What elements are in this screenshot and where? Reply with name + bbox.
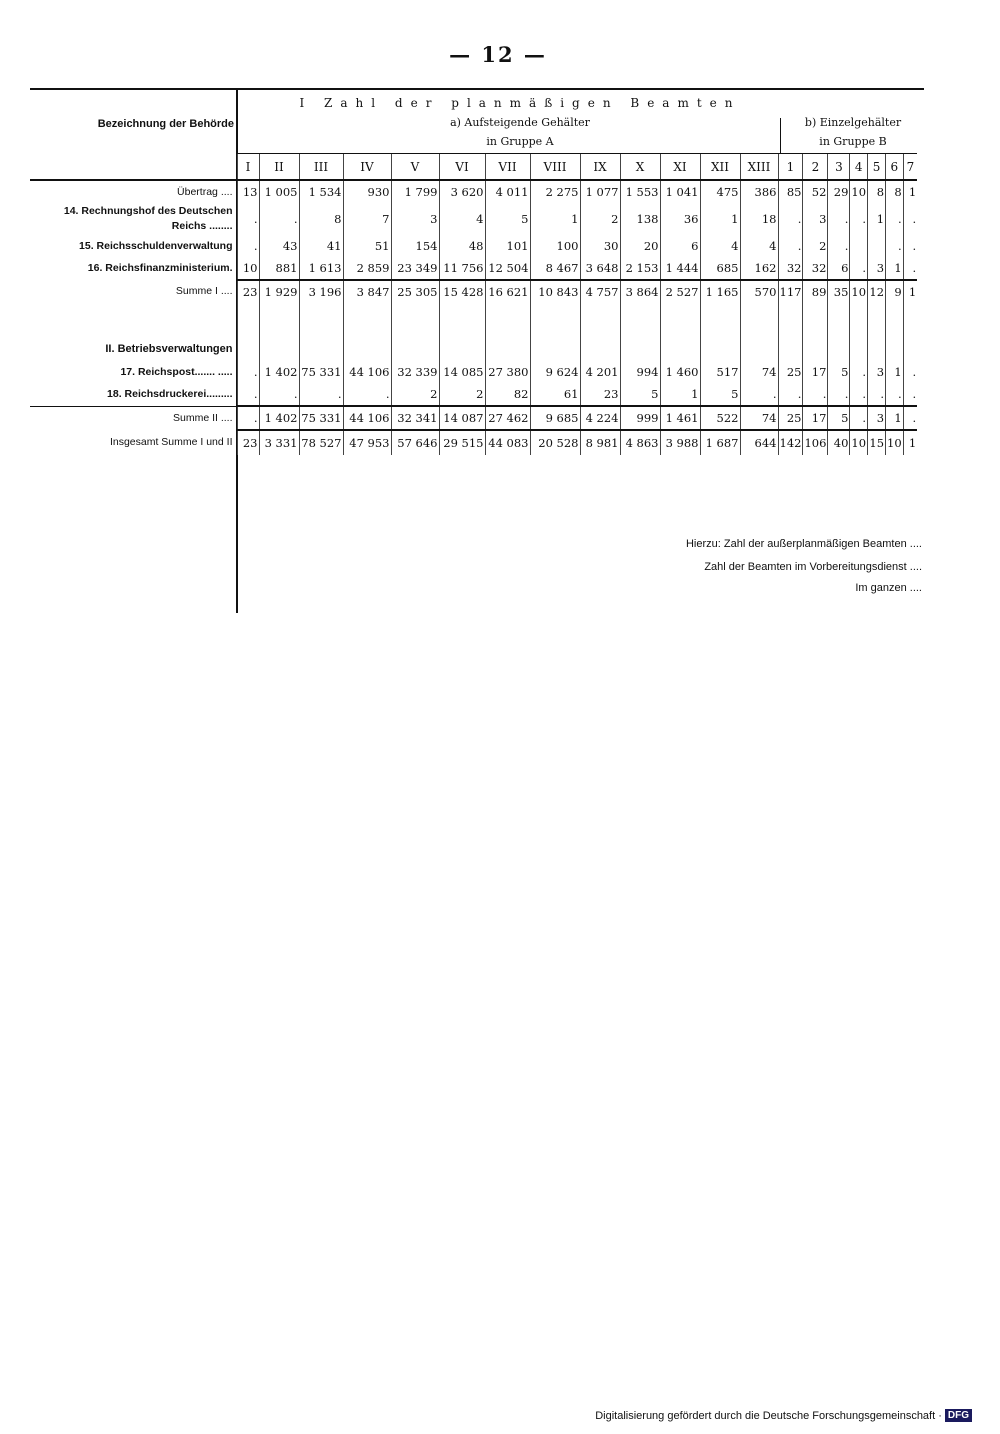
cell: 1 687	[700, 430, 740, 455]
cell: 930	[343, 180, 391, 203]
cell	[778, 303, 803, 337]
cell	[620, 337, 660, 361]
cell: 17	[803, 406, 828, 430]
note-vorbereitungsdienst: Zahl der Beamten im Vorbereitungsdienst ....	[704, 561, 922, 573]
row-label: 16. Reichsfinanzministerium.	[87, 262, 233, 274]
cell: .	[903, 406, 917, 430]
cell: 1	[660, 383, 700, 406]
cell: 4	[439, 203, 485, 235]
data-grid	[30, 153, 917, 455]
sum-row	[30, 280, 917, 303]
cell	[868, 303, 886, 337]
cell: .	[903, 257, 917, 280]
cell	[868, 235, 886, 257]
cell: .	[237, 361, 259, 383]
cell: 5	[485, 203, 530, 235]
cell: 29	[828, 180, 850, 203]
cell: 1	[903, 430, 917, 455]
cell: 138	[620, 203, 660, 235]
column-header-row	[30, 154, 917, 181]
cell	[580, 303, 620, 337]
cell	[850, 235, 868, 257]
cell: 9	[886, 280, 904, 303]
cell: 5	[828, 406, 850, 430]
cell: 142	[778, 430, 803, 455]
cell	[439, 337, 485, 361]
cell: 7	[343, 203, 391, 235]
column-header: 6	[886, 154, 904, 181]
cell: 48	[439, 235, 485, 257]
column-header: V	[391, 154, 439, 181]
cell: 8 981	[580, 430, 620, 455]
cell	[700, 337, 740, 361]
cell: 3	[868, 257, 886, 280]
cell: 6	[828, 257, 850, 280]
cell: 4	[740, 235, 778, 257]
cell: 57 646	[391, 430, 439, 455]
cell: 1 165	[700, 280, 740, 303]
cell: 106	[803, 430, 828, 455]
cell: .	[828, 383, 850, 406]
cell: 644	[740, 430, 778, 455]
cell: 32 339	[391, 361, 439, 383]
column-header: VI	[439, 154, 485, 181]
cell: 9 685	[530, 406, 580, 430]
cell: 5	[620, 383, 660, 406]
cell: 52	[803, 180, 828, 203]
cell: .	[778, 203, 803, 235]
column-header: 1	[778, 154, 803, 181]
cell	[828, 303, 850, 337]
cell: 44 083	[485, 430, 530, 455]
row-label: 14. Rechnungshof des Deutschen Reichs ........	[63, 205, 233, 232]
table-row	[30, 361, 917, 383]
column-header: 7	[903, 154, 917, 181]
cell: .	[299, 383, 343, 406]
cell: 162	[740, 257, 778, 280]
cell: 1 041	[660, 180, 700, 203]
cell: .	[868, 383, 886, 406]
cell: .	[886, 383, 904, 406]
table-row	[30, 235, 917, 257]
cell: 32	[803, 257, 828, 280]
cell	[391, 303, 439, 337]
cell	[299, 337, 343, 361]
cell: 685	[700, 257, 740, 280]
cell: 3	[803, 203, 828, 235]
cell: 29 515	[439, 430, 485, 455]
cell: 5	[700, 383, 740, 406]
dfg-logo: DFG	[945, 1409, 972, 1422]
cell: 32	[778, 257, 803, 280]
cell: 61	[530, 383, 580, 406]
cell: 4 201	[580, 361, 620, 383]
cell: 1	[868, 203, 886, 235]
cell: 1 005	[259, 180, 299, 203]
cell: 23	[580, 383, 620, 406]
table-row	[30, 383, 917, 406]
cell: 41	[299, 235, 343, 257]
cell: 3 620	[439, 180, 485, 203]
cell: .	[237, 406, 259, 430]
cell: 12	[868, 280, 886, 303]
cell: 44 106	[343, 406, 391, 430]
cell: 1 613	[299, 257, 343, 280]
cell	[850, 303, 868, 337]
column-header: IX	[580, 154, 620, 181]
cell: 82	[485, 383, 530, 406]
cell: 1 460	[660, 361, 700, 383]
cell	[391, 337, 439, 361]
cell: 25	[778, 361, 803, 383]
cell: 475	[700, 180, 740, 203]
cell: 75 331	[299, 406, 343, 430]
cell: 36	[660, 203, 700, 235]
cell: 1	[886, 361, 904, 383]
cell: 4 011	[485, 180, 530, 203]
cell	[850, 337, 868, 361]
cell: 23 349	[391, 257, 439, 280]
row-label	[30, 303, 237, 337]
subheader-b: b) Einzelgehälter	[804, 116, 902, 129]
cell: 2	[391, 383, 439, 406]
cell: .	[886, 203, 904, 235]
note-im-ganzen: Im ganzen ....	[855, 582, 922, 594]
cell: 517	[700, 361, 740, 383]
cell: 1	[903, 280, 917, 303]
table-main-title: I Zahl der planmäßigen Beamten	[299, 96, 741, 110]
cell: 8	[299, 203, 343, 235]
cell: 12 504	[485, 257, 530, 280]
cell: 15 428	[439, 280, 485, 303]
cell: 1	[886, 406, 904, 430]
cell: 8	[868, 180, 886, 203]
cell	[903, 303, 917, 337]
cell: 11 756	[439, 257, 485, 280]
cell: 78 527	[299, 430, 343, 455]
cell	[803, 337, 828, 361]
cell: 3	[391, 203, 439, 235]
cell: 8 467	[530, 257, 580, 280]
cell	[660, 303, 700, 337]
cell: .	[259, 383, 299, 406]
cell: 2	[803, 235, 828, 257]
cell: 2 153	[620, 257, 660, 280]
note-ausserplanmaessig: Hierzu: Zahl der außerplanmäßigen Beamten ....	[685, 538, 922, 550]
cell: 3 648	[580, 257, 620, 280]
cell: 15	[868, 430, 886, 455]
group-b-label: in Gruppe B	[819, 135, 887, 148]
cell: 1 077	[580, 180, 620, 203]
group-b-divider	[780, 118, 781, 154]
cell: 74	[740, 361, 778, 383]
cell: 25 305	[391, 280, 439, 303]
column-header: XII	[700, 154, 740, 181]
cell: 27 462	[485, 406, 530, 430]
cell: .	[850, 257, 868, 280]
cell: 1 444	[660, 257, 700, 280]
column-header: 4	[850, 154, 868, 181]
cell: 10	[237, 257, 259, 280]
cell: 1 929	[259, 280, 299, 303]
cell	[343, 337, 391, 361]
cell: 4 863	[620, 430, 660, 455]
spacer-row	[30, 303, 917, 337]
cell	[740, 337, 778, 361]
column-header: II	[259, 154, 299, 181]
cell: 1 402	[259, 361, 299, 383]
cell: 10	[850, 180, 868, 203]
cell: .	[903, 361, 917, 383]
cell: 2 859	[343, 257, 391, 280]
cell: 75 331	[299, 361, 343, 383]
cell: 8	[886, 180, 904, 203]
cell: 3	[868, 361, 886, 383]
column-header: III	[299, 154, 343, 181]
cell: 1 799	[391, 180, 439, 203]
cell: .	[343, 383, 391, 406]
cell: 2	[580, 203, 620, 235]
column-header: 3	[828, 154, 850, 181]
cell: 20	[620, 235, 660, 257]
cell: 117	[778, 280, 803, 303]
cell: .	[778, 383, 803, 406]
cell: 85	[778, 180, 803, 203]
cell	[439, 303, 485, 337]
cell: .	[259, 203, 299, 235]
cell: 1 534	[299, 180, 343, 203]
cell: 1	[903, 180, 917, 203]
cell	[620, 303, 660, 337]
row-label: Übertrag ....	[177, 185, 233, 198]
cell: .	[886, 235, 904, 257]
cell: 2 275	[530, 180, 580, 203]
cell: 32 341	[391, 406, 439, 430]
cell: 3 988	[660, 430, 700, 455]
cell	[485, 303, 530, 337]
table-row	[30, 257, 917, 280]
cell: 40	[828, 430, 850, 455]
cell: 570	[740, 280, 778, 303]
cell	[530, 337, 580, 361]
cell	[660, 337, 700, 361]
page-number: — 12 —	[449, 42, 547, 67]
group-a-label: in Gruppe A	[486, 135, 554, 148]
cell: 3 864	[620, 280, 660, 303]
subheader-a: a) Aufsteigende Gehälter	[450, 116, 590, 129]
cell: 1 461	[660, 406, 700, 430]
cell: 1	[700, 203, 740, 235]
cell: 35	[828, 280, 850, 303]
column-header: XIII	[740, 154, 778, 181]
cell: .	[237, 235, 259, 257]
cell: 10	[850, 430, 868, 455]
cell: .	[828, 203, 850, 235]
cell: .	[903, 235, 917, 257]
total-row	[30, 430, 917, 455]
cell: 30	[580, 235, 620, 257]
cell: 1	[530, 203, 580, 235]
cell: 101	[485, 235, 530, 257]
cell: 4 224	[580, 406, 620, 430]
cell: .	[778, 235, 803, 257]
column-header: X	[620, 154, 660, 181]
cell: 23	[237, 280, 259, 303]
column-header: I	[237, 154, 259, 181]
table-row	[30, 203, 917, 235]
cell	[903, 337, 917, 361]
cell: 10	[850, 280, 868, 303]
column-header: VIII	[530, 154, 580, 181]
cell: 17	[803, 361, 828, 383]
cell: 20 528	[530, 430, 580, 455]
cell	[886, 303, 904, 337]
cell	[237, 303, 259, 337]
cell: 881	[259, 257, 299, 280]
cell	[580, 337, 620, 361]
cell	[828, 337, 850, 361]
cell: 47 953	[343, 430, 391, 455]
statistics-table	[30, 88, 924, 613]
column-header: XI	[660, 154, 700, 181]
cell: 51	[343, 235, 391, 257]
cell: 3 847	[343, 280, 391, 303]
cell: 3 196	[299, 280, 343, 303]
cell: .	[803, 383, 828, 406]
cell: 14 085	[439, 361, 485, 383]
cell: 994	[620, 361, 660, 383]
cell: 522	[700, 406, 740, 430]
cell: 27 380	[485, 361, 530, 383]
table-top-rule	[30, 88, 924, 90]
cell: 14 087	[439, 406, 485, 430]
cell: 5	[828, 361, 850, 383]
cell: 6	[660, 235, 700, 257]
cell: 25	[778, 406, 803, 430]
cell: .	[903, 383, 917, 406]
row-label: II. Betriebsverwaltungen	[105, 342, 233, 355]
cell	[259, 303, 299, 337]
cell: .	[850, 383, 868, 406]
cell	[299, 303, 343, 337]
cell: 4	[700, 235, 740, 257]
cell: .	[237, 383, 259, 406]
cell	[700, 303, 740, 337]
cell: 9 624	[530, 361, 580, 383]
cell	[778, 337, 803, 361]
cell: 386	[740, 180, 778, 203]
row-label: 15. Reichsschuldenverwaltung	[79, 239, 233, 252]
cell: 43	[259, 235, 299, 257]
footer-text: Digitalisierung gefördert durch die Deutsche Forschungsgemeinschaft ·	[595, 1409, 942, 1422]
cell: 1	[886, 257, 904, 280]
cell: 1 402	[259, 406, 299, 430]
cell	[485, 337, 530, 361]
cell: 4 757	[580, 280, 620, 303]
cell: 16 621	[485, 280, 530, 303]
column-header: 5	[868, 154, 886, 181]
cell	[343, 303, 391, 337]
cell: .	[903, 203, 917, 235]
cell	[803, 303, 828, 337]
cell: 2 527	[660, 280, 700, 303]
cell: 3	[868, 406, 886, 430]
cell: 18	[740, 203, 778, 235]
cell: .	[828, 235, 850, 257]
cell: 89	[803, 280, 828, 303]
cell: .	[850, 361, 868, 383]
column-header: 2	[803, 154, 828, 181]
row-label: Summe I ....	[175, 285, 233, 297]
cell: 74	[740, 406, 778, 430]
row-label: 17. Reichspost....... .....	[120, 365, 233, 378]
cell	[740, 303, 778, 337]
cell: .	[850, 406, 868, 430]
cell	[868, 337, 886, 361]
cell	[237, 337, 259, 361]
column-header: VII	[485, 154, 530, 181]
behoerde-column-header: Bezeichnung der Behörde	[97, 118, 234, 130]
cell: .	[850, 203, 868, 235]
row-label: Insgesamt Summe I und II	[109, 436, 233, 448]
cell: 13	[237, 180, 259, 203]
cell: 10 843	[530, 280, 580, 303]
cell	[530, 303, 580, 337]
cell: 3 331	[259, 430, 299, 455]
cell: 44 106	[343, 361, 391, 383]
column-header: IV	[343, 154, 391, 181]
cell	[886, 337, 904, 361]
cell: .	[237, 203, 259, 235]
row-label: Summe II ....	[172, 411, 233, 424]
cell: 1 553	[620, 180, 660, 203]
cell: 10	[886, 430, 904, 455]
footer-credit	[595, 1409, 972, 1422]
cell: 100	[530, 235, 580, 257]
cell: 23	[237, 430, 259, 455]
cell: 154	[391, 235, 439, 257]
cell: 2	[439, 383, 485, 406]
cell: .	[740, 383, 778, 406]
table-row	[30, 180, 917, 203]
header-spacer	[30, 154, 237, 181]
cell	[259, 337, 299, 361]
section-heading-row	[30, 337, 917, 361]
sum-row	[30, 406, 917, 430]
cell: 999	[620, 406, 660, 430]
row-label: 18. Reichsdruckerei.........	[30, 383, 237, 406]
